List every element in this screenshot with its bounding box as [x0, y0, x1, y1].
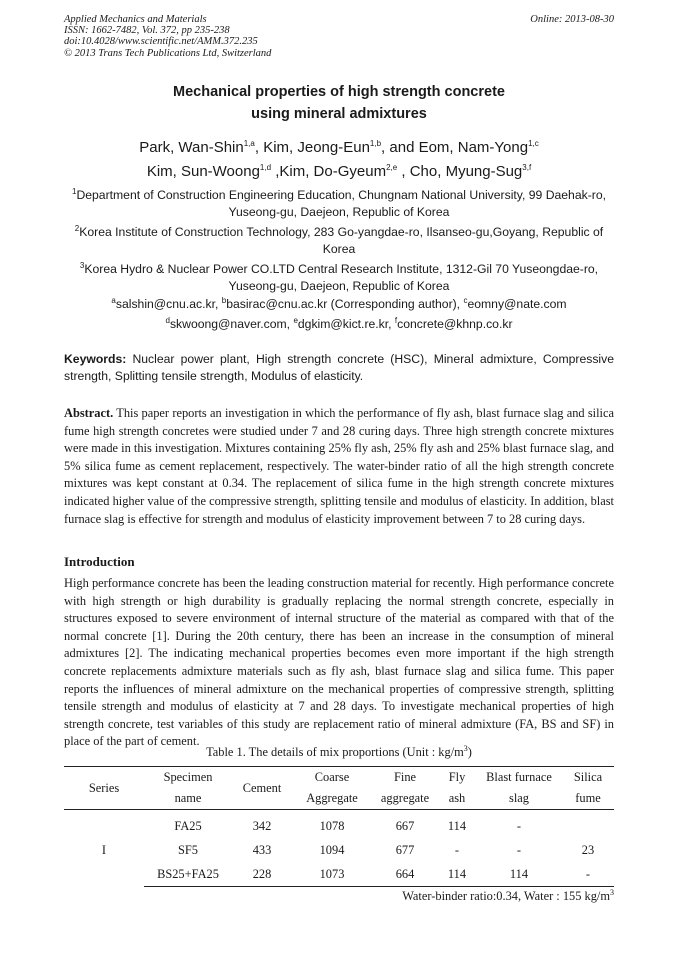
header-specimen: [144, 767, 232, 810]
author-line-1: [0, 139, 678, 156]
copyright-line: © 2013 Trans Tech Publications Ltd, Switzerland: [64, 47, 272, 59]
paper-title-line-2: using mineral admixtures: [251, 106, 427, 122]
table-cell: -: [454, 842, 460, 857]
table-cell: 23: [581, 842, 595, 857]
header-silica-fume: [562, 767, 614, 810]
issn-line: ISSN: 1662-7482, Vol. 372, pp 235-238: [64, 25, 230, 37]
table-cell: 114: [438, 862, 476, 887]
email-superscript: e: [293, 315, 298, 325]
author-name: Kim, Do-Gyeum: [279, 163, 387, 180]
email-text: skwoong@naver.com,: [169, 317, 294, 331]
email-superscript: f: [394, 315, 398, 325]
table-cell: 664: [372, 862, 438, 887]
email-text: concrete@khnp.co.kr: [397, 317, 513, 331]
author-superscript: 3,f: [522, 163, 532, 172]
header-fine-line-1: Fine: [393, 770, 417, 784]
header-series: Series: [88, 780, 120, 795]
email-text: basirac@cnu.ac.kr (Corresponding author),: [226, 297, 464, 311]
keywords-text: Nuclear power plant, High strength concrete (HSC), Mineral admixture, Compressive strength, Splitting tensile strength, Modulus of elasticity.: [64, 352, 614, 383]
paper-title-line-1: Mechanical properties of high strength concrete: [173, 84, 505, 100]
abstract-paragraph: [64, 405, 614, 528]
header-coarse-line-1: Coarse: [314, 770, 350, 784]
keywords-label: Keywords:: [64, 352, 127, 366]
header-fly-line-1: Fly: [448, 770, 466, 784]
author-separator: ,: [271, 163, 280, 180]
introduction-heading: Introduction: [64, 554, 135, 569]
doi-line: doi:10.4028/www.scientific.net/AMM.372.235: [64, 36, 258, 48]
email-line-2: [64, 316, 614, 333]
mix-proportions-table: [64, 766, 614, 887]
author-separator: ,: [254, 139, 264, 156]
table-cell: 1073: [292, 862, 372, 887]
header-blast-line-1: Blast furnace: [486, 770, 552, 784]
table-cell: 677: [395, 842, 415, 857]
affiliation-text: Korea Institute of Construction Technology, 283 Go-yangdae-ro, Ilsanseo-gu,Goyang, Republic of Korea: [79, 225, 604, 256]
header-fly-line-2: ash: [448, 791, 466, 805]
author-name: Cho, Myung-Sug: [409, 163, 523, 180]
email-text: dgkim@kict.re.kr,: [297, 317, 395, 331]
affiliation-3: [64, 261, 614, 295]
header-silica-line-1: Silica: [573, 770, 603, 784]
author-superscript: 1,b: [369, 139, 382, 148]
table-cell: -: [516, 818, 522, 833]
abstract-label: Abstract.: [64, 406, 114, 420]
header-fine-line-2: aggregate: [380, 791, 430, 805]
affiliation-text: Department of Construction Engineering Education, Chungnam National University, 99 Daehak-ro, Yuseong-gu, Daejeon, Republic of Korea: [76, 188, 606, 219]
table-footnote: [402, 889, 614, 904]
table-footnote-superscript: 3: [610, 887, 614, 897]
email-superscript: b: [221, 295, 227, 305]
introduction-paragraph: High performance concrete has been the leading construction material for recently. High performance concrete with high strength or high durability is gradually replacing the normal strength concrete, especially in structures exposed to severe environment of internal structure of the material as compared with that of the normal concrete [1]. During the 20th century, there has been an increase in the consumption of mineral admixtures [2]. The indicating mechanical properties becomes even more important if the high strength concrete replacements admixture materials such as fly ash, blast furnace slag and silica fume. This paper reports the influences of mineral admixture on the mechanical properties of compressive strength, splitting tensile strength and modulus of elasticity at 7 and 28 days. To investigate mechanical properties of high strength concrete, test variables of this study are replacement ratio of mineral admixture (FA, BS and SF) in place of the part of cement.: [64, 576, 614, 749]
table-row: [64, 838, 614, 862]
header-silica-line-2: fume: [575, 791, 601, 805]
table-cell: 667: [395, 818, 415, 833]
author-separator: , and: [381, 139, 419, 156]
series-cell: I: [101, 842, 107, 857]
affiliation-2: [64, 224, 614, 258]
abstract-text: This paper reports an investigation in which the performance of fly ash, blast furnace slag and silica fume high strength concretes were studied under 7 and 28 curing days. Three high strength concrete mixtures were made in this investigation. Mixtures containing 25% fly ash, 25% fly ash and 25% blast furnace slag, and 5% silica fume as cement replacement, respectively. The water-binder ratio of all the high strength concrete mixtures was kept constant at 0.34. The replacement of silica fume in the high strength concrete mixtures indicated higher value of the compressive strength, splitting tensile and modulus of elasticity. In addition, blast furnace slag is effective for strength and modulus of elasticity improvement between 7 to 28 curing days.: [64, 406, 614, 526]
email-text: eomny@nate.com: [467, 297, 567, 311]
table-cell: -: [516, 842, 522, 857]
table-cell: 228: [232, 862, 292, 887]
author-superscript: 2,e: [386, 163, 398, 172]
header-fine-aggregate: [372, 767, 438, 810]
table-cell: BS25+FA25: [144, 862, 232, 887]
header-coarse-line-2: Aggregate: [306, 791, 358, 805]
author-superscript: 1,a: [243, 139, 255, 148]
online-date: Online: 2013-08-30: [530, 14, 614, 25]
journal-header: [64, 14, 271, 59]
table-cell: [562, 810, 614, 839]
author-line-2: [0, 163, 678, 180]
table-cell: -: [562, 862, 614, 887]
header-coarse-aggregate: [292, 767, 372, 810]
table-header-row: [64, 767, 614, 810]
author-superscript: 1,c: [528, 139, 539, 148]
header-fly-ash: [438, 767, 476, 810]
header-specimen-line-1: Specimen: [163, 770, 213, 784]
table-caption-superscript: 3: [463, 743, 468, 753]
table-cell: 1078: [319, 818, 345, 833]
table-cell: SF5: [178, 842, 198, 857]
table-row: [64, 862, 614, 887]
table-cell: FA25: [174, 818, 202, 833]
author-separator: ,: [397, 163, 410, 180]
email-line-1: [64, 296, 614, 313]
table-cell: 114: [476, 862, 562, 887]
header-blast-line-2: slag: [509, 791, 529, 805]
table-cell: 433: [252, 842, 272, 857]
affiliation-superscript: 1: [72, 186, 77, 196]
email-text: salshin@cnu.ac.kr,: [115, 297, 222, 311]
author-name: Kim, Jeong-Eun: [263, 139, 370, 156]
affiliation-superscript: 3: [79, 260, 85, 270]
header-specimen-line-2: name: [174, 791, 202, 805]
author-name: Eom, Nam-Yong: [418, 139, 529, 156]
affiliation-1: [64, 187, 614, 221]
author-name: Park, Wan-Shin: [139, 139, 244, 156]
author-superscript: 1,d: [259, 163, 272, 172]
table-caption: [0, 745, 678, 760]
table-cell: 342: [252, 818, 272, 833]
author-name: Kim, Sun-Woong: [146, 163, 260, 180]
email-superscript: d: [165, 315, 170, 325]
keywords-paragraph: [64, 351, 614, 385]
header-cement: Cement: [242, 780, 282, 795]
journal-name: Applied Mechanics and Materials: [64, 14, 207, 25]
table-cell: 1094: [319, 842, 345, 857]
table-caption-text: Table 1. The details of mix proportions (Unit : kg/m: [206, 745, 464, 759]
table-row: [64, 810, 614, 839]
table-caption-suffix: ): [467, 745, 472, 759]
email-superscript: a: [111, 295, 116, 305]
affiliation-text: Korea Hydro & Nuclear Power CO.LTD Central Research Institute, 1312-Gil 70 Yuseongdae-ro, Yuseong-gu, Daejeon, Republic of Korea: [84, 262, 599, 293]
email-superscript: c: [463, 295, 468, 305]
header-blast-furnace-slag: [476, 767, 562, 810]
affiliation-superscript: 2: [74, 223, 80, 233]
table-cell: 114: [447, 818, 467, 833]
table-footnote-text: Water-binder ratio:0.34, Water : 155 kg/m: [402, 889, 610, 903]
